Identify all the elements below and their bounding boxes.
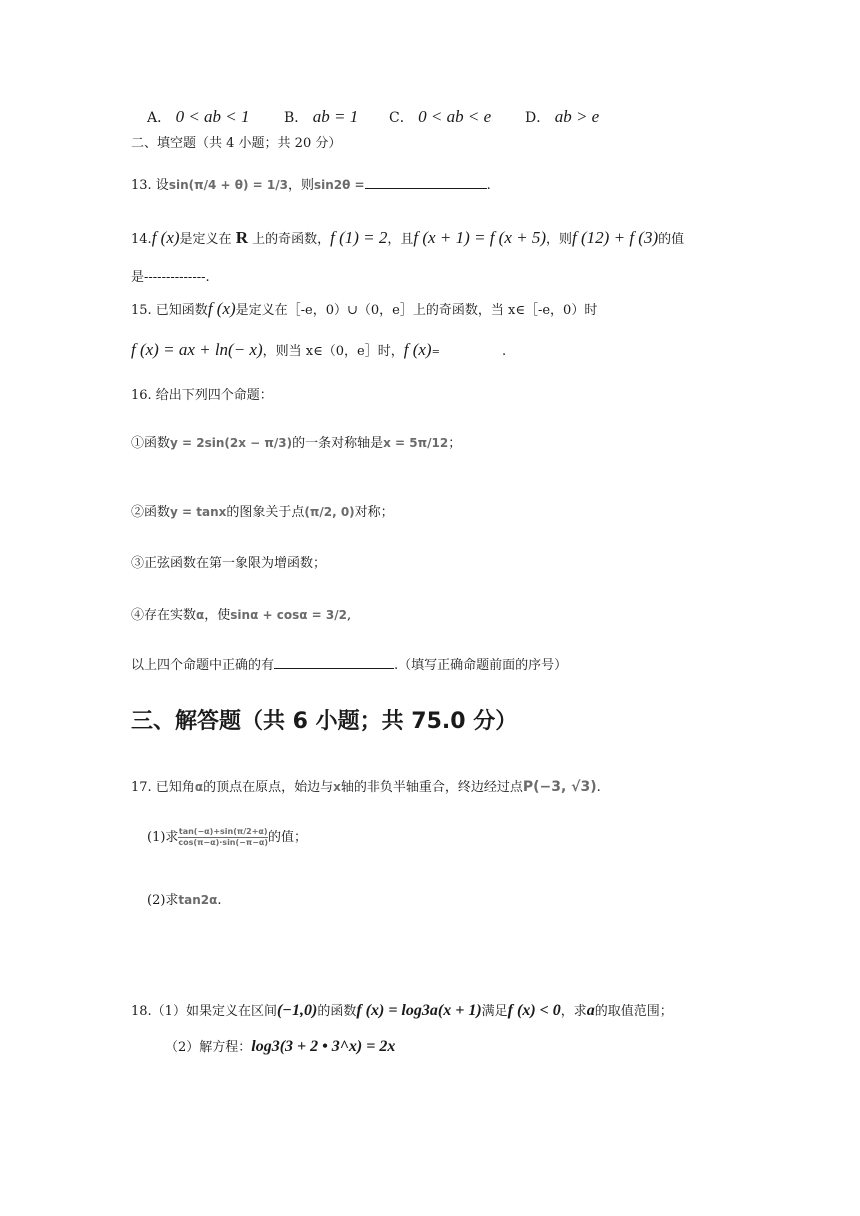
question-17-part1: (1)求 $\frac{\tan(-\alpha)+\sin(\pi/2+\alpha)}{\cos(\pi-\alpha)\cdot\sin(-\pi-\alpha)}$ 的值； bbox=[147, 827, 308, 847]
proposition-2: ②函数y = tanx的图象关于点(π/2, 0)对称； bbox=[131, 505, 394, 520]
question-14-line2: 是--------------. bbox=[131, 270, 210, 285]
proposition-4: ④存在实数α，使sinα + cosα = 3/2, bbox=[131, 608, 352, 623]
proposition-1: ①函数y = 2sin(2x − π/3)的一条对称轴是x = 5π/12； bbox=[131, 436, 462, 451]
q13-expression: sin(π/4 + θ) = 1/3 bbox=[168, 178, 288, 192]
option-c: C． 0 < ab < e bbox=[389, 107, 492, 126]
question-17: 17. 已知角α的顶点在原点，始边与x轴的非负半轴重合，终边经过点P(−3, √3). bbox=[131, 779, 601, 795]
answer-blank bbox=[365, 176, 487, 189]
question-14: 14.f (x)是定义在 R 上的奇函数，f (1) = 2，且f (x + 1) = f (x + 5)，则f (12) + f (3)的值 bbox=[131, 228, 685, 247]
question-15-line2: f (x) = ax + ln(− x)，则当 x∈（0，e］时，f (x)= . bbox=[131, 340, 507, 359]
question-17-part2: (2)求tan2α. bbox=[147, 893, 222, 908]
option-b: B． ab = 1 bbox=[284, 107, 359, 126]
option-d: D． ab > e bbox=[525, 107, 600, 126]
option-a: A． 0 < ab < 1 bbox=[147, 107, 250, 126]
question-16-conclusion: 以上四个命题中正确的有 .（填写正确命题前面的序号） bbox=[131, 658, 568, 673]
section-2-heading: 二、填空题（共 4 小题；共 20 分） bbox=[131, 136, 342, 151]
fraction-expression: $\frac{\tan(-\alpha)+\sin(\pi/2+\alpha)}{\cos(\pi-\alpha)\cdot\sin(-\pi-\alpha)}$ bbox=[178, 827, 269, 847]
question-16: 16. 给出下列四个命题： bbox=[131, 388, 273, 403]
question-18-part2: （2）解方程：log3(3 + 2 • 3^x) = 2x bbox=[165, 1038, 396, 1055]
answer-blank bbox=[274, 656, 394, 669]
section-3-heading: 三、解答题（共 6 小题；共 75.0 分） bbox=[131, 709, 518, 734]
proposition-3: ③正弦函数在第一象限为增函数； bbox=[131, 556, 327, 571]
question-13: 13. 设sin(π/4 + θ) = 1/3，则sin2θ = . bbox=[131, 178, 491, 193]
question-18: 18.（1）如果定义在区间(−1,0)的函数f (x) = log3a(x + 1)满足f (x) < 0，求a的取值范围； bbox=[131, 1002, 673, 1019]
question-15: 15. 已知函数f (x)是定义在［-e，0）∪（0，e］上的奇函数，当 x∈［-e，0）时 bbox=[131, 299, 598, 318]
